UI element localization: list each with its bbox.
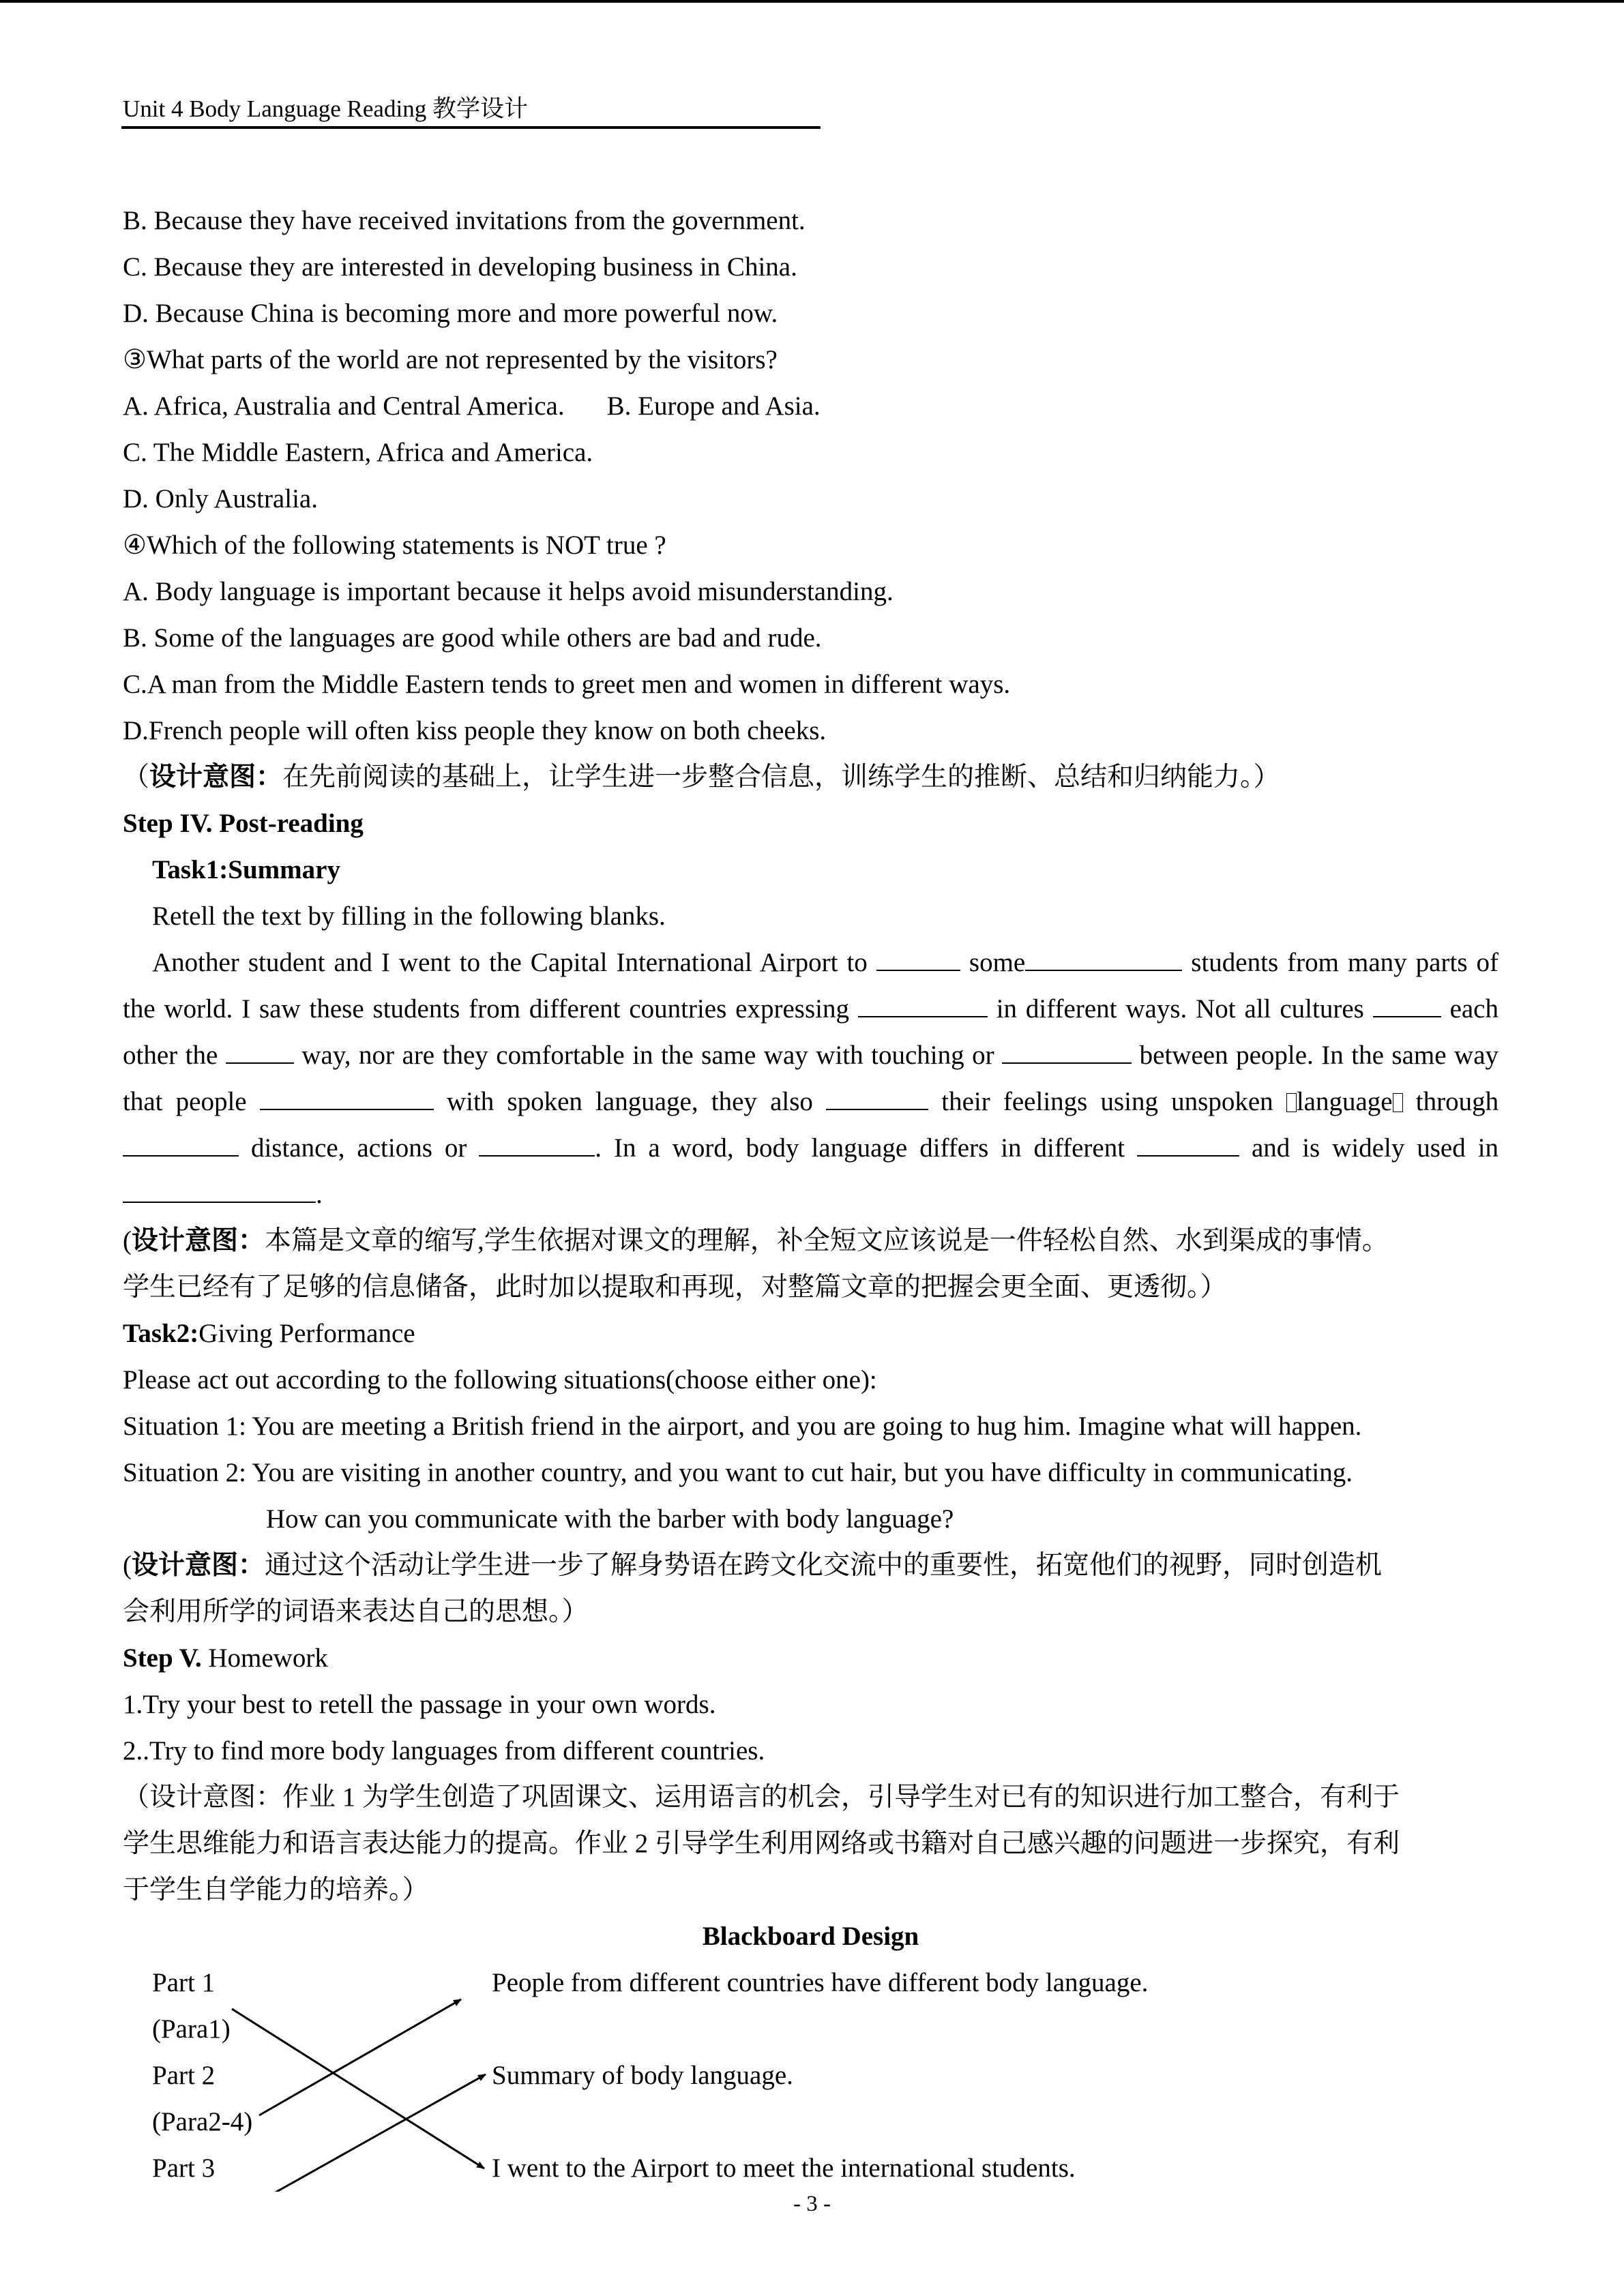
note-text: 本篇是文章的缩写,学生依据对课文的理解，补全短文应该说是一件轻松自然、水到渠成的事情。 [265, 1226, 1389, 1255]
page-number: - 3 - [793, 2192, 831, 2216]
cloze-text: distance, actions or [250, 1133, 467, 1163]
cloze-text: their feelings using unspoken [941, 1087, 1273, 1116]
blank-11[interactable] [1137, 1132, 1239, 1157]
page-header: Unit 4 Body Language Reading 教学设计 [123, 95, 528, 122]
situation-1: Situation 1: You are meeting a British friend in the airport, and you are going to hug him. Imagine what will happen. [123, 1412, 1362, 1441]
connector-arrows [123, 1960, 505, 2192]
option-b: B. Because they have received invitations from the government. [123, 206, 806, 235]
design-note-3-cont: 会利用所学的词语来表达自己的思想。） [123, 1597, 589, 1626]
summary-cloze-paragraph [123, 940, 1498, 1218]
blank-12[interactable] [123, 1178, 316, 1203]
blank-9[interactable] [123, 1132, 239, 1157]
blackboard-title: Blackboard Design [702, 1922, 919, 1951]
note-paren: （ [123, 762, 150, 792]
situation-2-cont: How can you communicate with the barber with body language? [266, 1504, 954, 1534]
task-2-label: Task2: [123, 1319, 199, 1348]
cloze-text: Another student and I went to the Capital International Airport to [152, 948, 868, 977]
design-note-2 [123, 1218, 1498, 1264]
task-2-heading [123, 1311, 1498, 1357]
option-d: D. Because China is becoming more and more powerful now. [123, 299, 778, 328]
arrow-para2-to-text1 [259, 1999, 461, 2115]
note-paren: ( [123, 1226, 132, 1255]
q4-option-a: A. Body language is important because it helps avoid misunderstanding. [123, 577, 894, 606]
note-label: 设计意图： [149, 762, 283, 792]
board-text-3: I went to the Airport to meet the international students. [492, 2153, 1076, 2183]
design-note-3 [123, 1542, 1498, 1589]
cloze-text: between people. In the same way that people [123, 1041, 1499, 1116]
blank-6[interactable] [1002, 1039, 1132, 1064]
step-5-heading [123, 1635, 1498, 1682]
step-5-label: Step V. [123, 1643, 202, 1673]
q4-option-c: C.A man from the Middle Eastern tends to greet men and women in different ways. [123, 670, 1011, 699]
part-1-label: Part 1 [152, 1968, 216, 1997]
cloze-text: language [1296, 1087, 1393, 1116]
task-1-instruction: Retell the text by filling in the following blanks. [152, 901, 666, 931]
part-3-label: Part 3 [152, 2153, 216, 2183]
arrow-para1-to-text3 [232, 2009, 484, 2168]
note-label: 设计意图： [132, 1226, 265, 1255]
cloze-text: each other the [123, 994, 1498, 1070]
cloze-text: way, nor are they comfortable in the same way with touching or [301, 1041, 994, 1070]
board-text-2: Summary of body language. [492, 2061, 793, 2090]
cloze-text: through [1415, 1087, 1499, 1116]
note-text: 在先前阅读的基础上，让学生进一步整合信息，训练学生的推断、总结和归纳能力。） [282, 762, 1280, 792]
para-2-4-label: (Para2-4) [152, 2107, 253, 2136]
missing-glyph-box-icon [1393, 1093, 1403, 1112]
homework-2: 2..Try to find more body languages from different countries. [123, 1736, 765, 1765]
page-top-border [0, 0, 1624, 3]
task-2-instruction: Please act out according to the following situations(choose either one): [123, 1365, 877, 1395]
question-4: ④Which of the following statements is NOT true ? [123, 531, 666, 560]
task-1-title: Task1:Summary [152, 855, 340, 884]
cloze-text: . [316, 1180, 323, 1209]
para-1-label: (Para1) [152, 2014, 231, 2044]
step-4-title: Step IV. Post-reading [123, 809, 364, 838]
document-body [123, 198, 1498, 2192]
design-note-4-line-3: 于学生自学能力的培养。） [123, 1875, 429, 1905]
design-note-4-line-1: （设计意图：作业 1 为学生创造了巩固课文、运用语言的机会，引导学生对已有的知识进行加工整合，有利于 [123, 1783, 1400, 1812]
blank-1[interactable] [876, 946, 960, 971]
step-5-title: Homework [208, 1643, 328, 1673]
q3-option-b: B. Europe and Asia. [606, 391, 821, 421]
design-note-1 [123, 754, 1498, 801]
board-text-1: People from different countries have different body language. [492, 1968, 1149, 1997]
header-rule [121, 126, 821, 129]
situation-2: Situation 2: You are visiting in another country, and you want to cut hair, but you have difficulty in communicating. [123, 1458, 1353, 1487]
task-1-heading [123, 847, 1498, 893]
note-paren: ( [123, 1551, 132, 1580]
cloze-text: in different ways. Not all cultures [996, 994, 1364, 1024]
question-3: ③What parts of the world are not represented by the visitors? [123, 345, 778, 374]
q4-option-d: D.French people will often kiss people they know on both cheeks. [123, 716, 827, 745]
cloze-text: . In a word, body language differs in different [595, 1133, 1125, 1163]
design-note-4-line-2: 学生思维能力和语言表达能力的提高。作业 2 引导学生利用网络或书籍对自己感兴趣的问题进一步探究，有利 [123, 1829, 1400, 1858]
cloze-text: with spoken language, they also [446, 1087, 813, 1116]
question-3-options-ab [123, 383, 1498, 430]
cloze-text: and is widely used in [1251, 1133, 1499, 1163]
blank-2[interactable] [1025, 946, 1182, 971]
blank-4[interactable] [1373, 993, 1441, 1017]
q3-option-d: D. Only Australia. [123, 484, 318, 513]
blank-5[interactable] [226, 1039, 294, 1064]
cloze-text: some [969, 948, 1026, 977]
step-4-heading [123, 801, 1498, 847]
part-2-label: Part 2 [152, 2061, 216, 2090]
note-text: 通过这个活动让学生进一步了解身势语在跨文化交流中的重要性，拓宽他们的视野，同时创造机 [265, 1551, 1383, 1580]
blank-8[interactable] [826, 1086, 928, 1110]
blank-7[interactable] [260, 1086, 434, 1110]
q3-option-a: A. Africa, Australia and Central America. [123, 391, 565, 421]
design-note-2-cont: 学生已经有了足够的信息储备，此时加以提取和再现，对整篇文章的把握会更全面、更透彻。） [123, 1272, 1227, 1302]
option-c: C. Because they are interested in developing business in China. [123, 252, 797, 282]
blackboard-diagram [123, 1960, 1498, 2192]
cloze-text: students from many parts of the world. I saw these students from different countries expressing [123, 948, 1499, 1024]
q4-option-b: B. Some of the languages are good while others are bad and rude. [123, 623, 822, 653]
q3-option-c: C. The Middle Eastern, Africa and America. [123, 438, 593, 467]
note-label: 设计意图： [132, 1551, 265, 1580]
blank-3[interactable] [858, 993, 988, 1017]
blank-10[interactable] [479, 1132, 595, 1157]
homework-1: 1.Try your best to retell the passage in your own words. [123, 1690, 716, 1719]
task-2-title: Giving Performance [198, 1319, 415, 1348]
missing-glyph-box-icon [1286, 1093, 1297, 1112]
